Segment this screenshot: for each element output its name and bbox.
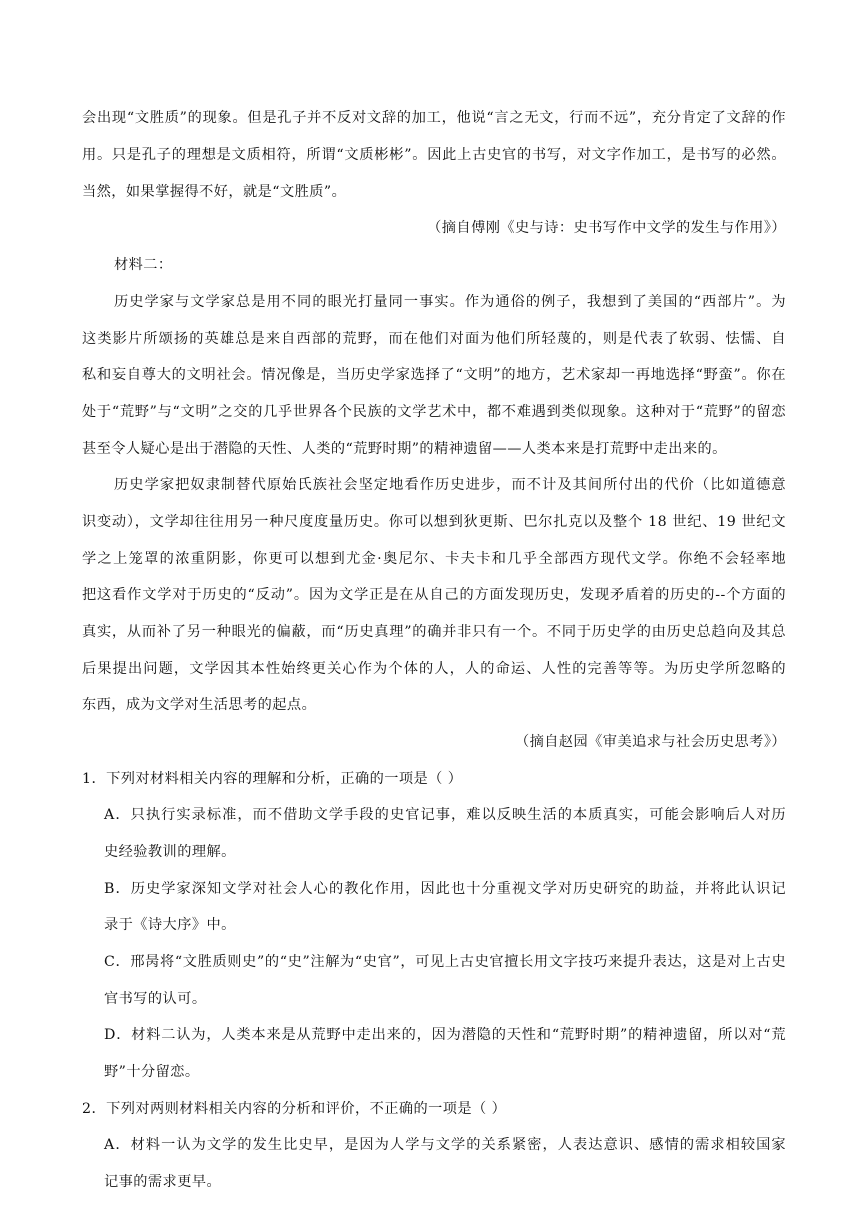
material-two-p2-line-5: 真实，从而补了另一种眼光的偏蔽，而“历史真理”的确并非只有一个。不同于历史学的由历史总趋向及其总 xyxy=(82,624,786,640)
material-one-line-1: 会出现“文胜质”的现象。但是孔子并不反对文辞的加工，他说“言之无文，行而不远”，充分肯定了文辞的作 xyxy=(82,110,786,126)
question-2-stem: 2．下列对两则材料相关内容的分析和评价，不正确的一项是（ ） xyxy=(82,1101,507,1117)
question-2-option-a-line-1: A．材料一认为文学的发生比史早，是因为人学与文学的关系紧密，人表达意识、感情的需求相较国家 xyxy=(104,1137,786,1153)
question-1-option-b-line-2: 录于《诗大序》中。 xyxy=(104,917,236,933)
question-1-stem: 1．下列对材料相关内容的理解和分析，正确的一项是（ ） xyxy=(82,771,463,787)
material-two-p1-line-3: 私和妄自尊大的文明社会。情况像是，当历史学家选择了“文明”的地方，艺术家却一再地选择“野蛮”。你在 xyxy=(82,367,786,383)
material-two-p2-line-2: 识变动），文学却往往用另一种尺度度量历史。你可以想到狄更斯、巴尔扎克以及整个 18 世纪、19 世纪文 xyxy=(82,514,786,530)
material-one-line-3: 当然，如果掌握得不好，就是“文胜质”。 xyxy=(82,184,347,200)
material-two-source: （摘自赵园《审美追求与社会历史思考》） xyxy=(514,734,786,750)
question-1-option-b-line-1: B．历史学家深知文学对社会人心的教化作用，因此也十分重视文学对历史研究的助益，并将此认识记 xyxy=(104,881,786,897)
question-1-option-d-line-1: D．材料二认为，人类本来是从荒野中走出来的，因为潜隐的天性和“荒野时期”的精神遗留，所以对“荒 xyxy=(104,1027,786,1043)
question-1-option-a-line-1: A．只执行实录标准，而不借助文学手段的史官记事，难以反映生活的本质真实，可能会影响后人对历 xyxy=(104,807,786,823)
material-one-line-2: 用。只是孔子的理想是文质相符，所谓“文质彬彬”。因此上古史官的书写，对文字作加工，是书写的必然。 xyxy=(82,147,786,163)
material-two-p2-line-3: 学之上笼罩的浓重阴影，你更可以想到尤金·奥尼尔、卡夫卡和几乎全部西方现代文学。你绝不会轻率地 xyxy=(82,551,786,567)
material-two-p2-line-6: 后果提出问题，文学因其本性始终更关心作为个体的人，人的命运、人性的完善等等。为历史学所忽略的 xyxy=(82,661,786,677)
material-two-heading: 材料二： xyxy=(114,257,173,273)
question-1-option-c-line-2: 官书写的认可。 xyxy=(104,991,207,1007)
question-1-option-a-line-2: 史经验教训的理解。 xyxy=(104,844,236,860)
question-2-option-a-line-2: 记事的需求更早。 xyxy=(104,1174,222,1190)
material-two-p1-line-2: 这类影片所颂扬的英雄总是来自西部的荒野，而在他们对面为他们所轻蔑的，则是代表了软弱、怯懦、自 xyxy=(82,331,786,347)
question-1-option-d-line-2: 野”十分留恋。 xyxy=(104,1064,200,1080)
material-one-source: （摘自傅刚《史与诗：史书写作中文学的发生与作用》） xyxy=(427,220,786,236)
material-two-p2-line-7: 东西，成为文学对生活思考的起点。 xyxy=(82,697,317,713)
material-two-p1-line-5: 甚至令人疑心是出于潜隐的天性、人类的“荒野时期”的精神遗留——人类本来是打荒野中走出来的。 xyxy=(82,441,727,457)
material-two-p1-line-1: 历史学家与文学家总是用不同的眼光打量同一事实。作为通俗的例子，我想到了美国的“西部片”。为 xyxy=(114,294,786,310)
question-1-option-c-line-1: C．邢昺将“文胜质则史”的“史”注解为“史官”，可见上古史官擅长用文字技巧来提升表达，这是对上古史 xyxy=(104,954,786,970)
material-two-p2-line-1: 历史学家把奴隶制替代原始氏族社会坚定地看作历史进步，而不计及其间所付出的代价（比如道德意 xyxy=(114,477,786,493)
material-two-p1-line-4: 处于“荒野”与“文明”之交的几乎世界各个民族的文学艺术中，都不难遇到类似现象。这种对于“荒野”的留恋 xyxy=(82,404,786,420)
material-two-p2-line-4: 把这看作文学对于历史的“反动”。因为文学正是在从自己的方面发现历史，发现矛盾着的历史的--个方面的 xyxy=(82,587,786,603)
